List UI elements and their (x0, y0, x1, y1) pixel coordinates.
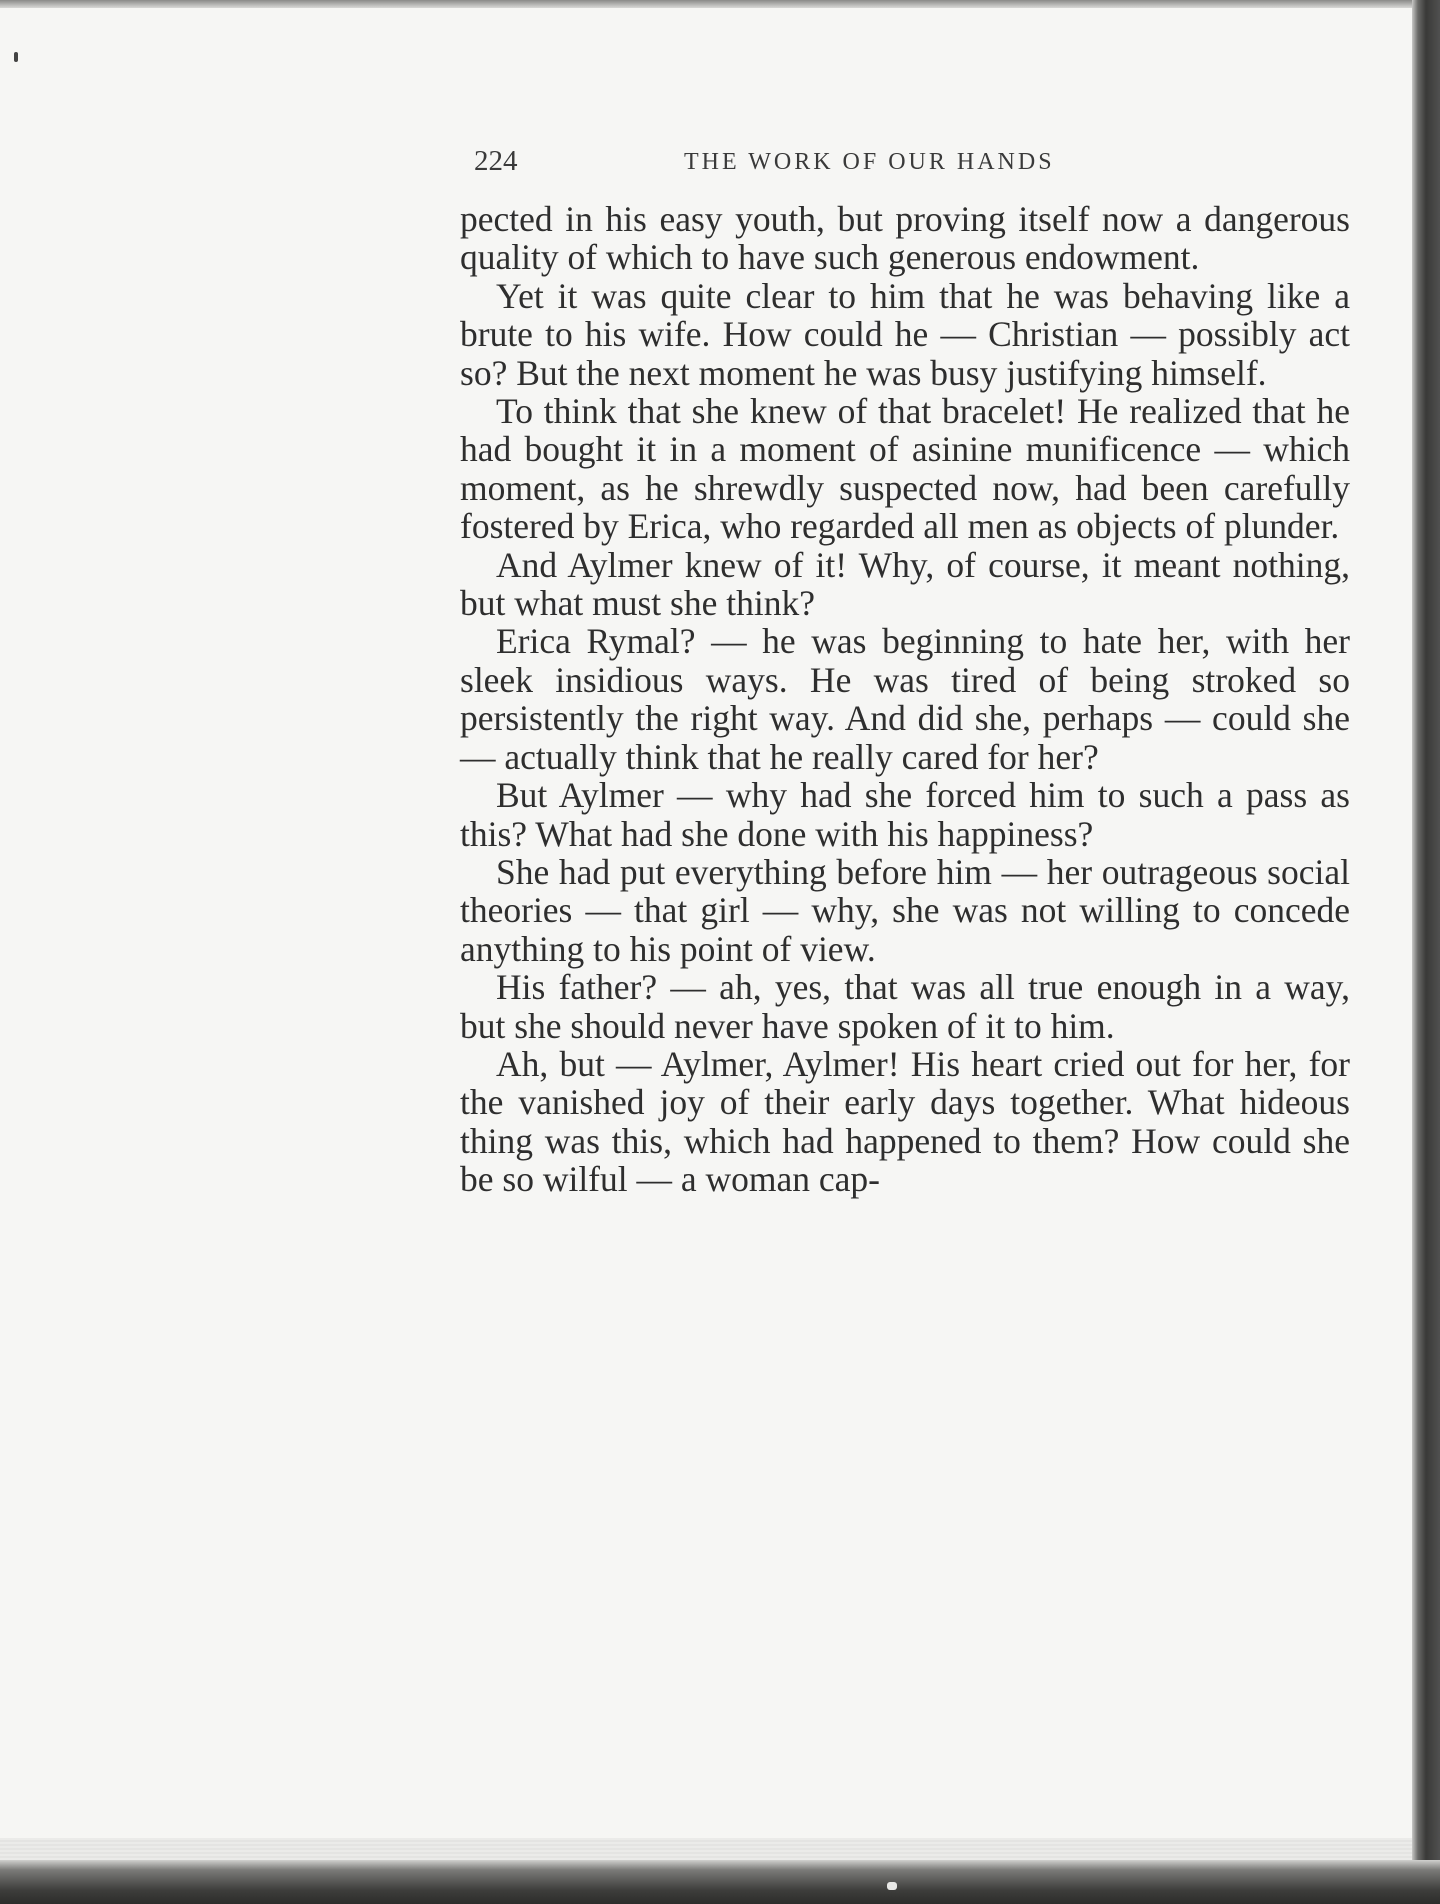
paragraph: Yet it was quite clear to him that he was behaving like a brute to his wife. How could he — Christian — possibly act so? But the next moment he was busy justifying himself. (460, 275, 1350, 393)
paragraph: She had put everything before him — her outrageous social theories — that girl — why, she was not willing to concede anything to his point of view. (460, 851, 1350, 969)
scan-top-edge (0, 0, 1440, 8)
page-number: 224 (474, 145, 518, 177)
body-text (460, 200, 1350, 1199)
running-head: THE WORK OF OUR HANDS (684, 149, 1055, 175)
paragraph: And Aylmer knew of it! Why, of course, it meant nothing, but what must she think? (460, 544, 1350, 624)
book-binding-edge (1412, 0, 1440, 1904)
paragraph: Erica Rymal? — he was beginning to hate her, with her sleek insidious ways. He was tired of being stroked so persistently the right way. And did she, perhaps — could she — actually think that he really cared for her? (460, 621, 1350, 777)
paragraph: His father? — ah, yes, that was all true enough in a way, but she should never have spoken of it to him. (460, 967, 1350, 1046)
paragraph: Ah, but — Aylmer, Aylmer! His heart cried out for her, for the vanished joy of their early days together. What hideous thing was this, which had happened to them? How could she be so wilful — a woman cap- (460, 1043, 1350, 1200)
scan-mark (887, 1882, 897, 1890)
paragraph: To think that she knew of that bracelet! He realized that he had bought it in a moment of asinine munificence — which moment, as he shrewdly suspected now, had been carefully fostered by Erica, who regarded all men as objects of plunder. (460, 391, 1350, 547)
paragraph: But Aylmer — why had she forced him to such a pass as this? What had she done with his happiness? (460, 775, 1350, 854)
paragraph: pected in his easy youth, but proving itself now a dangerous quality of which to have such generous endowment. (460, 199, 1350, 278)
page-stack-edge (0, 1838, 1412, 1860)
page-header (474, 145, 1154, 185)
scan-speck (14, 52, 18, 62)
scan-bottom-edge (0, 1860, 1440, 1904)
